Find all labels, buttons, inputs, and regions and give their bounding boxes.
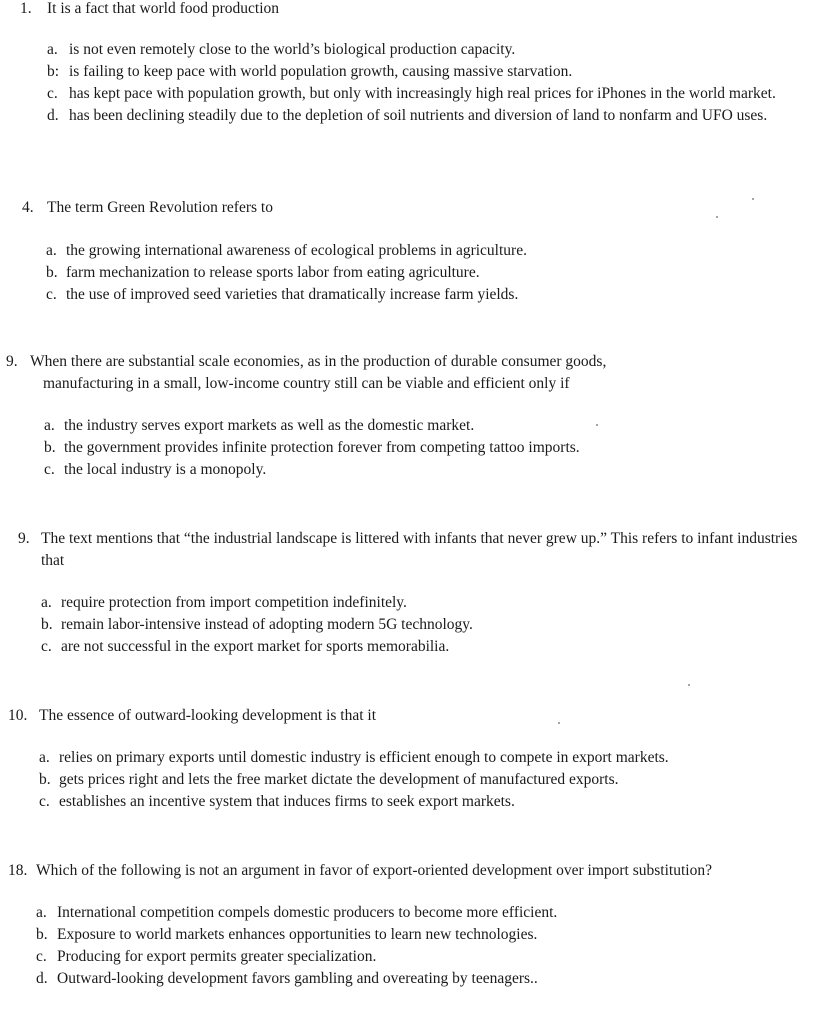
option-letter: b. xyxy=(36,926,48,943)
question-text: Which of the following is not an argument in favor of export-oriented development over import substitution? xyxy=(36,862,712,879)
question-stem xyxy=(0,197,830,219)
option-text: the industry serves export markets as well as the domestic market. xyxy=(64,417,475,434)
option-letter: a. xyxy=(39,749,50,766)
question-number: 10. xyxy=(8,707,28,724)
question-stem xyxy=(0,528,830,572)
option-a xyxy=(44,415,830,437)
question-4 xyxy=(0,197,830,306)
option-text: Outward-looking development favors gambling and overeating by teenagers.. xyxy=(57,970,538,987)
question-number: 18. xyxy=(8,862,28,879)
option-d xyxy=(47,105,830,127)
option-text: has kept pace with population growth, but only with increasingly high real prices for iPhones in the world market. xyxy=(69,85,776,102)
question-stem xyxy=(0,860,830,882)
question-1 xyxy=(0,0,830,127)
question-18 xyxy=(0,860,830,990)
question-stem xyxy=(0,705,830,727)
option-c xyxy=(41,636,830,658)
option-text: gets prices right and lets the free market dictate the development of manufactured exports. xyxy=(59,771,619,788)
option-c xyxy=(47,83,830,105)
option-b xyxy=(39,769,830,791)
option-text: is not even remotely close to the world’s biological production capacity. xyxy=(69,41,516,58)
option-c xyxy=(36,946,830,968)
option-text: International competition compels domestic producers to become more efficient. xyxy=(57,904,558,921)
option-text: is failing to keep pace with world population growth, causing massive starvation. xyxy=(69,63,573,80)
option-letter: b. xyxy=(39,771,51,788)
option-letter: c. xyxy=(36,948,47,965)
question-number: 1. xyxy=(20,0,32,17)
option-text: the use of improved seed varieties that dramatically increase farm yields. xyxy=(66,286,519,303)
option-text: Producing for export permits greater specialization. xyxy=(57,948,377,965)
question-text: The text mentions that “the industrial landscape is littered with infants that never grew up.” This refers to infant industries that xyxy=(41,530,798,569)
option-letter: c. xyxy=(44,461,55,478)
question-number: 9. xyxy=(18,530,30,547)
option-a xyxy=(47,39,830,61)
option-letter: a. xyxy=(44,417,55,434)
question-number: 4. xyxy=(22,199,34,216)
question-text xyxy=(30,351,790,395)
option-text: remain labor-intensive instead of adopting modern 5G technology. xyxy=(61,616,473,633)
option-text: farm mechanization to release sports labor from eating agriculture. xyxy=(66,264,480,281)
option-letter: b. xyxy=(44,439,56,456)
question-text: It is a fact that world food production xyxy=(47,0,280,17)
option-letter: c. xyxy=(47,85,58,102)
option-text: Exposure to world markets enhances opportunities to learn new technologies. xyxy=(57,926,538,943)
scan-speck xyxy=(688,684,690,686)
question-9-scale-economies xyxy=(0,351,830,481)
option-letter: a. xyxy=(47,41,58,58)
option-b xyxy=(46,262,830,284)
option-c xyxy=(46,284,830,306)
option-b xyxy=(44,437,830,459)
option-a xyxy=(41,592,830,614)
option-d xyxy=(36,968,830,990)
option-b xyxy=(36,924,830,946)
question-stem xyxy=(0,351,830,395)
option-text: require protection from import competition indefinitely. xyxy=(61,594,407,611)
option-a xyxy=(46,240,830,262)
option-list xyxy=(0,747,830,813)
option-text: relies on primary exports until domestic industry is efficient enough to compete in export markets. xyxy=(59,749,669,766)
option-letter: a. xyxy=(41,594,52,611)
option-letter: d. xyxy=(36,970,48,987)
question-10 xyxy=(0,705,830,813)
option-letter: d. xyxy=(47,107,59,124)
scan-speck xyxy=(558,722,560,724)
option-text: has been declining steadily due to the depletion of soil nutrients and diversion of land to nonfarm and UFO uses. xyxy=(69,107,768,124)
option-text: the local industry is a monopoly. xyxy=(64,461,267,478)
option-c xyxy=(39,791,830,813)
option-letter: c. xyxy=(41,638,52,655)
question-number: 9. xyxy=(6,353,18,370)
question-9-infant-industries xyxy=(0,528,830,658)
option-letter: b: xyxy=(47,63,60,80)
option-list xyxy=(0,39,830,127)
option-text: the growing international awareness of ecological problems in agriculture. xyxy=(66,242,527,259)
option-list xyxy=(0,902,830,990)
option-list xyxy=(0,592,830,658)
option-a xyxy=(36,902,830,924)
option-a xyxy=(39,747,830,769)
question-text: The essence of outward-looking development is that it xyxy=(39,707,377,724)
option-c xyxy=(44,459,830,481)
question-text: The term Green Revolution refers to xyxy=(47,199,273,216)
option-letter: a. xyxy=(36,904,47,921)
option-text: the government provides infinite protection forever from competing tattoo imports. xyxy=(64,439,580,456)
scan-speck xyxy=(752,198,754,200)
option-list xyxy=(0,415,830,481)
question-text-line-1: When there are substantial scale economies, as in the production of durable consumer goods, xyxy=(30,353,607,370)
question-stem xyxy=(0,0,830,20)
option-letter: b. xyxy=(46,264,58,281)
option-text: establishes an incentive system that induces firms to seek export markets. xyxy=(59,793,515,810)
question-text-line-2: manufacturing in a small, low-income country still can be viable and efficient only if xyxy=(43,375,570,392)
option-b xyxy=(41,614,830,636)
scan-speck xyxy=(716,216,718,218)
option-letter: a. xyxy=(46,242,57,259)
option-list xyxy=(0,240,830,306)
scan-speck xyxy=(596,424,598,426)
option-b xyxy=(47,61,830,83)
option-letter: c. xyxy=(46,286,57,303)
option-letter: b. xyxy=(41,616,53,633)
option-letter: c. xyxy=(39,793,50,810)
option-text: are not successful in the export market for sports memorabilia. xyxy=(61,638,450,655)
